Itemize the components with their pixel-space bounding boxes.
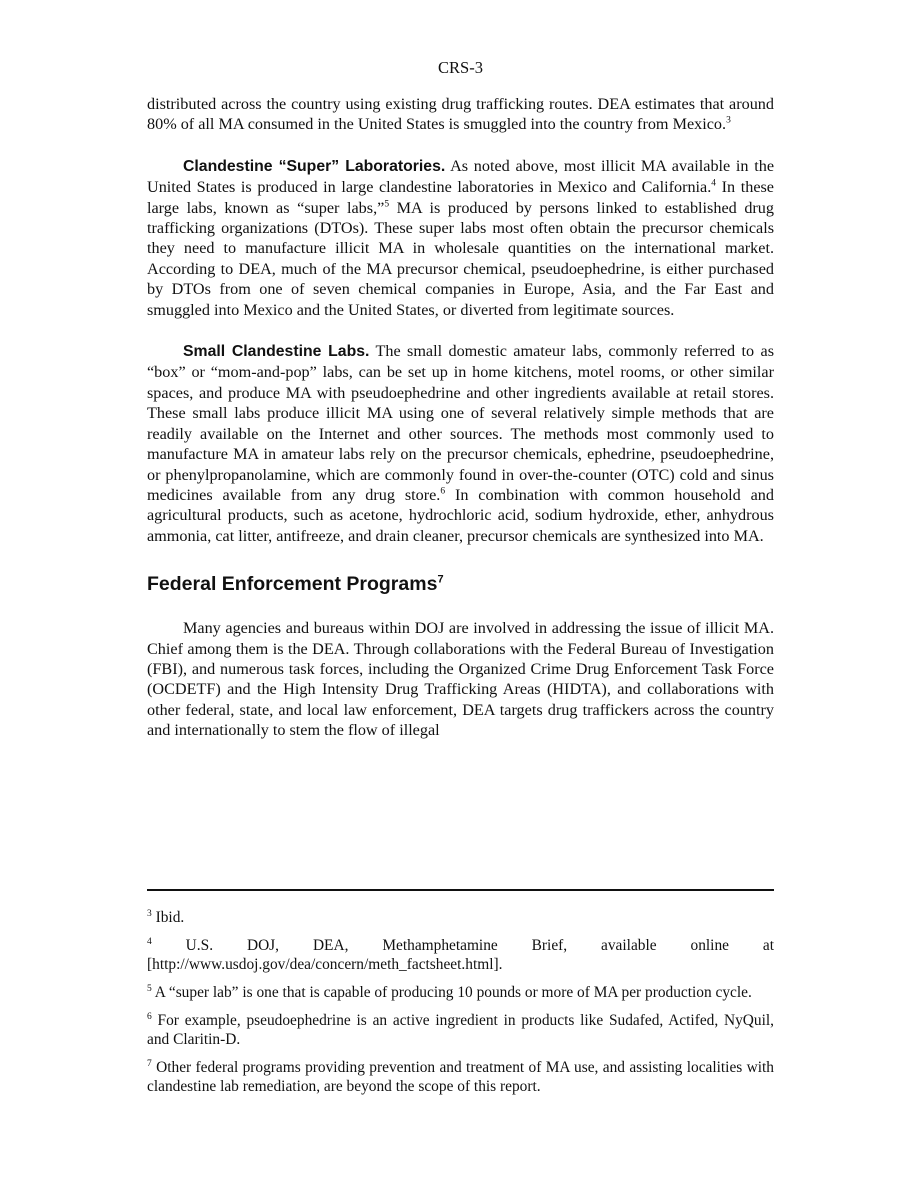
footnotes xyxy=(147,908,774,1105)
footnote xyxy=(147,908,774,927)
footnote-text: For example, pseudoephedrine is an active ingredient in products like Sudafed, Actifed, NyQuil, and Claritin-D. xyxy=(147,1012,774,1048)
paragraph-text: MA is produced by persons linked to established drug trafficking organizations (DTOs). These super labs most often obtain the precursor chemicals they need to manufacture illicit MA in wholesale quantities on the international market. According to DEA, much of the MA precursor chemical, pseudoephedrine, is either purchased by DTOs from one of seven chemical companies in Europe, Asia, and the Far East and smuggled into Mexico and the United States, or diverted from legitimate sources. xyxy=(147,198,774,319)
paragraph-small-labs xyxy=(147,341,774,546)
footnote-ref: 3 xyxy=(726,116,731,127)
footnote-mark: 3 xyxy=(147,908,152,919)
paragraph-continuation xyxy=(147,94,774,135)
paragraph-super-labs xyxy=(147,156,774,320)
paragraph-text: distributed across the country using existing drug trafficking routes. DEA estimates that around 80% of all MA consumed in the United States is smuggled into the country from Mexico. xyxy=(147,95,774,134)
footnote-ref: 7 xyxy=(437,573,444,586)
footnote xyxy=(147,1011,774,1049)
footnote-mark: 5 xyxy=(147,983,152,994)
paragraph-text: In these large labs, known as “super labs,” xyxy=(147,178,774,217)
paragraph-text: The small domestic amateur labs, commonly referred to as “box” or “mom-and-pop” labs, can be set up in home kitchens, motel rooms, or other similar spaces, and produce MA with pseudoephedrine and other ingredients available at retail stores. These small labs produce illicit MA using one of several relatively simple methods that are readily available on the Internet and other sources. The methods most commonly used to manufacture MA in amateur labs rely on the precursor chemicals, ephedrine, pseudoephedrine, or phenylpropanolamine, which are commonly found in over-the-counter (OTC) cold and sinus medicines available from any drug store. xyxy=(147,342,774,504)
section-heading xyxy=(147,573,774,595)
footnote xyxy=(147,936,774,974)
paragraph-text: As noted above, most illicit MA available in the United States is produced in large clandestine laboratories in Mexico and California. xyxy=(147,156,775,197)
paragraph-text: In combination with common household and agricultural products, such as acetone, hydrochloric acid, sodium hydroxide, ether, anhydrous ammonia, cat litter, antifreeze, and drain cleaner, precursor chemicals are synthesized into MA. xyxy=(147,485,774,545)
footnote xyxy=(147,983,774,1002)
footnote-text: U.S. DOJ, DEA, Methamphetamine Brief, available online at [http://www.usdoj.gov/dea/concern/meth_factsheet.html]. xyxy=(147,937,774,973)
section-title: Federal Enforcement Programs xyxy=(147,573,438,596)
footnote xyxy=(147,1058,774,1096)
footnote-mark: 6 xyxy=(147,1011,152,1022)
footnote-ref: 6 xyxy=(440,486,446,497)
footnote-mark: 4 xyxy=(147,936,152,947)
page-number: CRS-3 xyxy=(438,58,483,77)
run-in-heading: Clandestine “Super” Laboratories. xyxy=(183,157,446,175)
body-text xyxy=(147,94,774,762)
footnote-text: A “super lab” is one that is capable of producing 10 pounds or more of MA per production cycle. xyxy=(151,984,752,1001)
footnote-text: Other federal programs providing prevention and treatment of MA use, and assisting localities with clandestine lab remediation, are beyond the scope of this report. xyxy=(147,1059,774,1095)
run-in-heading: Small Clandestine Labs. xyxy=(183,343,370,361)
footnote-divider xyxy=(147,889,774,891)
paragraph-text: Many agencies and bureaus within DOJ are involved in addressing the issue of illicit MA. Chief among them is the DEA. Through collaborations with the Federal Bureau of Investigation (FBI), and numerous task forces, including the Organized Crime Drug Enforcement Task Force (OCDETF) and the High Intensity Drug Trafficking Areas (HIDTA), and collaborations with other federal, state, and local law enforcement, DEA targets drug traffickers across the country and internationally to stem the flow of illegal xyxy=(147,619,774,740)
footnote-ref: 4 xyxy=(711,178,717,189)
footnote-ref: 5 xyxy=(384,199,390,210)
footnote-mark: 7 xyxy=(147,1058,152,1069)
paragraph-enforcement xyxy=(147,618,774,740)
footnote-text: Ibid. xyxy=(151,909,185,926)
